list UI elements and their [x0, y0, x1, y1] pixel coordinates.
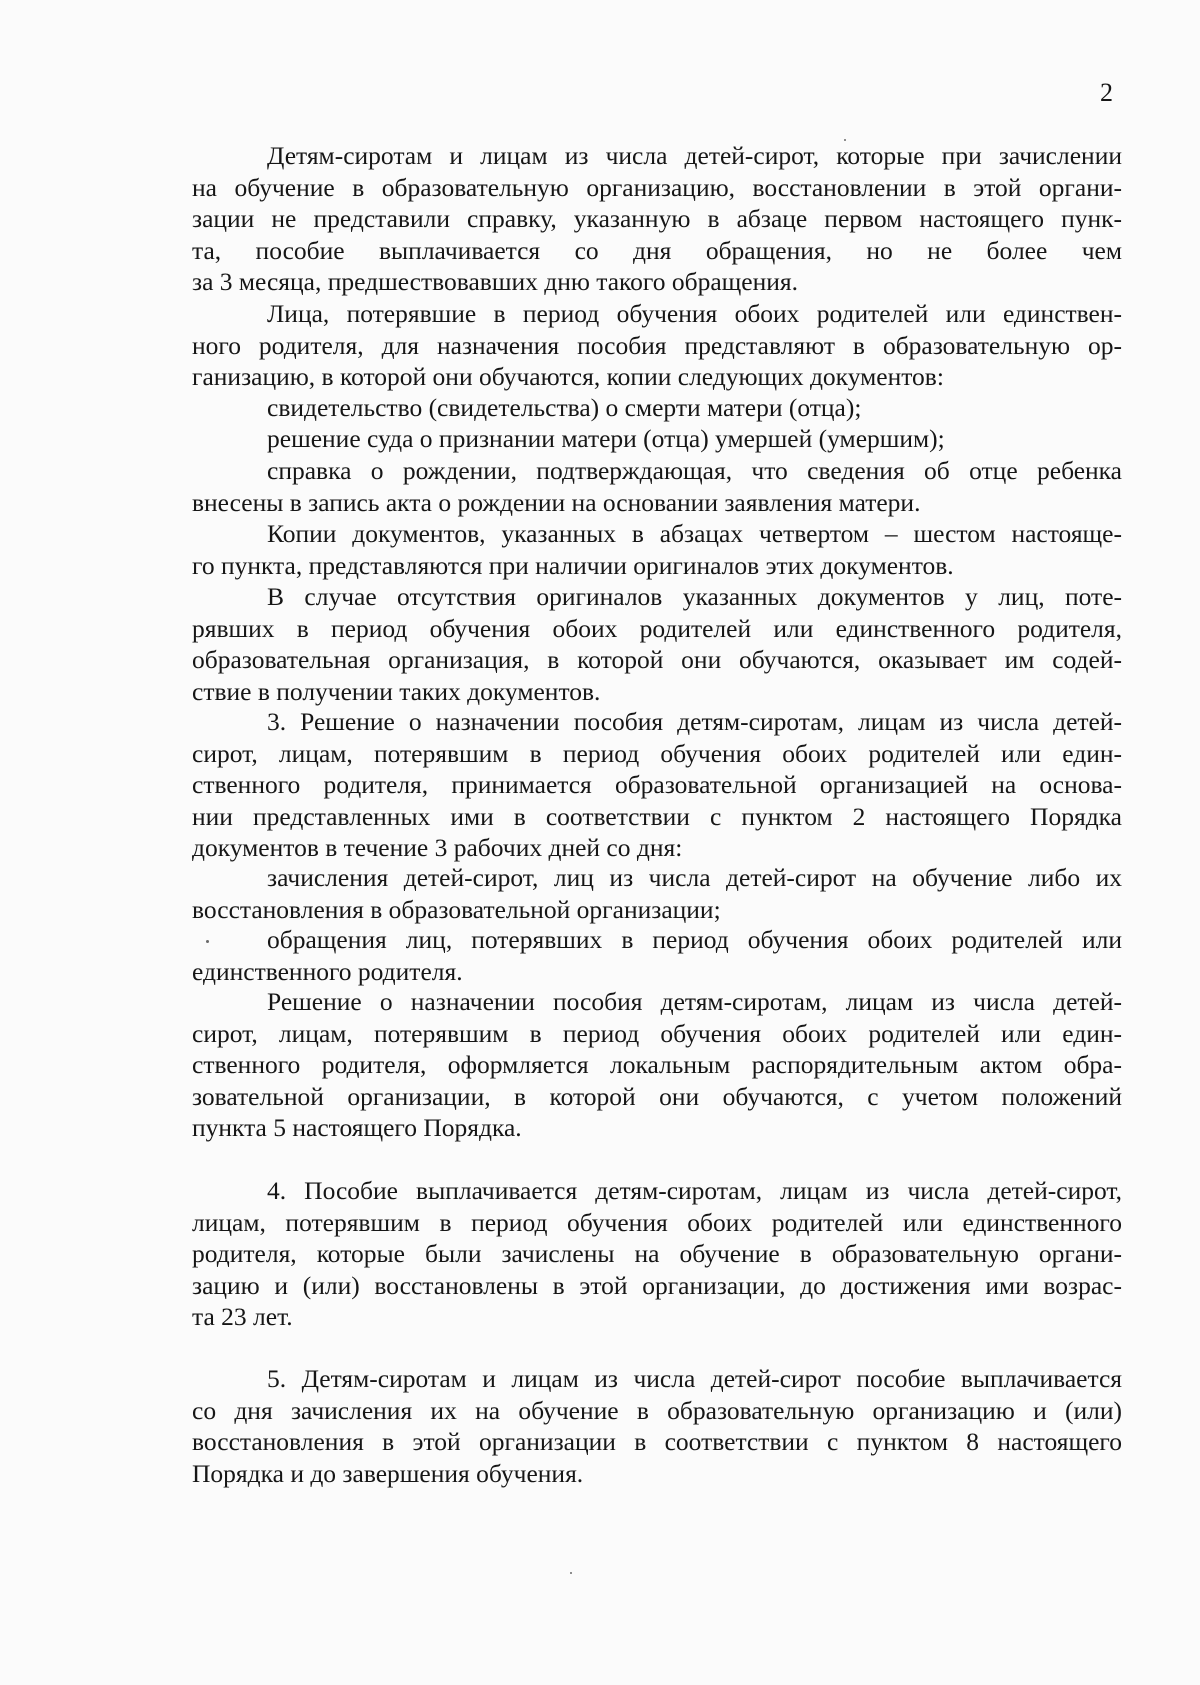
- text-line: В случае отсутствия оригиналов указанных документов у лиц, поте-: [267, 582, 1122, 611]
- section-3: [192, 706, 1122, 864]
- paragraph-document-copies: [192, 518, 1122, 581]
- text-line: нии представленных ими в соответствии с пунктом 2 настоящего Порядка: [192, 801, 1122, 831]
- text-line: восстановления в этой организации в соответствии с пунктом 8 настоящего: [192, 1427, 1122, 1456]
- text-line: свидетельство (свидетельства) о смерти матери (отца);: [267, 393, 862, 422]
- scan-speck: [206, 940, 209, 943]
- paragraph-decision-act: [192, 986, 1122, 1144]
- scan-speck: [570, 1572, 572, 1574]
- text-line: зовательной организации, в которой они обучаются, с учетом положений: [192, 1081, 1122, 1111]
- text-line: документов в течение 3 рабочих дней со дня:: [192, 833, 683, 862]
- text-line: пункта 5 настоящего Порядка.: [192, 1113, 522, 1142]
- section-5: [192, 1363, 1122, 1489]
- text-line: Лица, потерявшие в период обучения обоих родителей или единствен-: [267, 299, 1122, 328]
- paragraph-orphans-late-certificate: [192, 140, 1122, 298]
- text-line: внесены в запись акта о рождении на основании заявления матери.: [192, 487, 921, 517]
- text-line: решение суда о признании матери (отца) умершей (умершим);: [267, 424, 945, 453]
- text-line: Детям-сиротам и лицам из числа детей-сирот, которые при зачислении: [267, 141, 1122, 170]
- text-line: сирот, лицам, потерявшим в период обучения обоих родителей или един-: [192, 738, 1122, 768]
- text-line: сирот, лицам, потерявшим в период обучения обоих родителей или един-: [192, 1018, 1122, 1048]
- text-line: восстановления в образовательной организации;: [192, 894, 721, 924]
- text-line: 5. Детям-сиротам и лицам из числа детей-сирот пособие выплачивается: [267, 1364, 1122, 1393]
- section-4: [192, 1175, 1122, 1333]
- text-line: обращения лиц, потерявших в период обучения обоих родителей или: [267, 925, 1122, 954]
- text-line: справка о рождении, подтверждающая, что сведения об отце ребенка: [267, 456, 1122, 485]
- text-line: та, пособие выплачивается со дня обращения, но не более чем: [192, 235, 1122, 265]
- text-line: Порядка и до завершения обучения.: [192, 1458, 584, 1488]
- list-item-enrollment: [192, 862, 1122, 925]
- text-line: со дня зачисления их на обучение в образовательную организацию и (или): [192, 1395, 1122, 1425]
- list-item-death-certificate: [192, 392, 1122, 424]
- text-line: за 3 месяца, предшествовавших дню такого обращения.: [192, 267, 798, 296]
- scan-speck: [844, 139, 846, 141]
- text-line: го пункта, представляются при наличии оригиналов этих документов.: [192, 550, 954, 580]
- text-line: ственного родителя, оформляется локальным распорядительным актом обра-: [192, 1050, 1122, 1079]
- list-item-application: [192, 924, 1122, 987]
- text-line: зацию и (или) восстановлены в этой организации, до достижения ими возрас-: [192, 1270, 1122, 1300]
- text-line: ствие в получении таких документов.: [192, 676, 601, 706]
- text-line: единственного родителя.: [192, 956, 463, 986]
- text-line: родителя, которые были зачислены на обучение в образовательную органи-: [192, 1239, 1122, 1268]
- list-item-birth-certificate: [192, 455, 1122, 518]
- list-item-court-decision: [192, 423, 1122, 455]
- text-line: 4. Пособие выплачивается детям-сиротам, лицам из числа детей-сирот,: [267, 1176, 1122, 1205]
- page-number: 2: [1100, 78, 1113, 107]
- text-line: та 23 лет.: [192, 1302, 293, 1331]
- text-line: рявших в период обучения обоих родителей или единственного родителя,: [192, 613, 1122, 643]
- text-line: зации не представили справку, указанную в абзаце первом настоящего пунк-: [192, 204, 1122, 233]
- text-line: ственного родителя, принимается образовательной организацией на основа-: [192, 770, 1122, 799]
- text-line: образовательная организация, в которой они обучаются, оказывает им содей-: [192, 645, 1122, 674]
- text-line: ганизацию, в которой они обучаются, копии следующих документов:: [192, 362, 944, 391]
- text-line: Решение о назначении пособия детям-сиротам, лицам из числа детей-: [267, 987, 1122, 1016]
- text-line: зачисления детей-сирот, лиц из числа детей-сирот на обучение либо их: [267, 863, 1122, 892]
- text-line: 3. Решение о назначении пособия детям-сиротам, лицам из числа детей-: [267, 707, 1122, 736]
- text-line: ного родителя, для назначения пособия представляют в образовательную ор-: [192, 330, 1122, 360]
- paragraph-missing-originals: [192, 581, 1122, 707]
- text-line: на обучение в образовательную организацию, восстановлении в этой органи-: [192, 172, 1122, 202]
- paragraph-lost-parents-documents: [192, 298, 1122, 393]
- text-line: лицам, потерявшим в период обучения обоих родителей или единственного: [192, 1207, 1122, 1237]
- text-line: Копии документов, указанных в абзацах четвертом – шестом настояще-: [267, 519, 1122, 548]
